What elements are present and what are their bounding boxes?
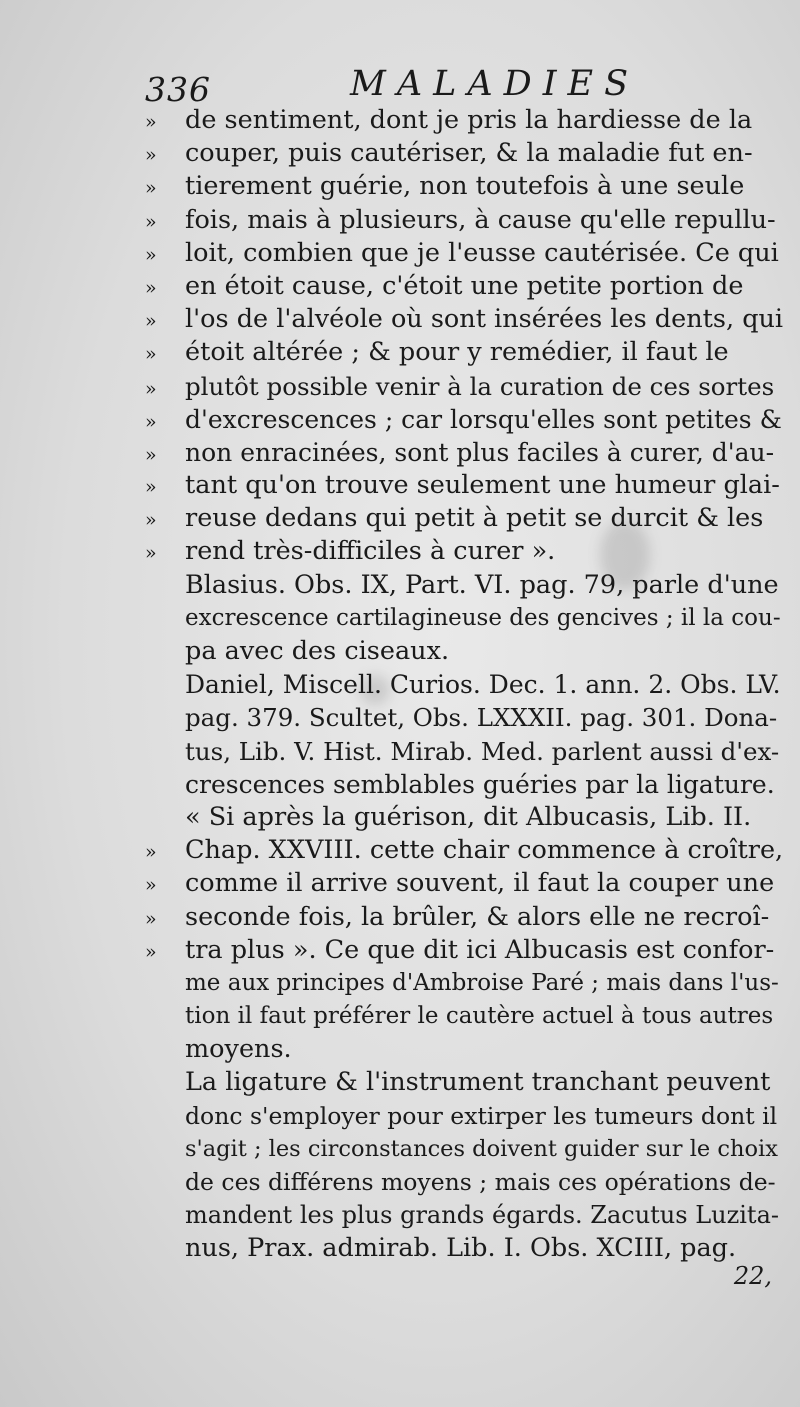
line-text: en étoit cause, c'étoit une petite portion de [185, 270, 744, 301]
line-text: « Si après la guérison, dit Albucasis, Lib. II. [185, 801, 752, 832]
text-line [145, 170, 785, 203]
line-text: nus, Prax. admirab. Lib. I. Obs. XCIII, pag. [185, 1233, 737, 1264]
line-text: rend très-difficiles à curer ». [185, 536, 556, 567]
quote-mark: » [145, 144, 157, 167]
line-text: non enracinées, sont plus faciles à curer, d'au- [185, 437, 775, 467]
line-text: de ces différens moyens ; mais ces opérations de- [185, 1168, 776, 1196]
line-text: tus, Lib. V. Hist. Mirab. Med. parlent aussi d'ex- [185, 736, 780, 766]
text-line [145, 635, 785, 668]
text-line [145, 1199, 785, 1232]
text-line [145, 303, 785, 336]
page-number: 336 [145, 70, 211, 109]
text-line [145, 1066, 785, 1099]
text-line [145, 403, 785, 436]
text-line [145, 602, 785, 635]
line-text: moyens. [185, 1034, 292, 1065]
running-head: MALADIES [350, 64, 640, 104]
text-line [145, 535, 785, 568]
quote-mark: » [145, 509, 157, 532]
line-text: pag. 379. Scultet, Obs. LXXXII. pag. 301. Dona- [185, 703, 778, 733]
text-line [145, 967, 785, 1000]
quote-mark: » [145, 874, 157, 897]
line-text: seconde fois, la brûler, & alors elle ne recroî- [185, 901, 770, 932]
text-line [145, 204, 785, 237]
line-text: me aux principes d'Ambroise Paré ; mais dans l'us- [185, 969, 779, 996]
text-line [145, 834, 785, 867]
line-text: tant qu'on trouve seulement une humeur glai- [185, 470, 780, 501]
text-line [145, 1033, 785, 1066]
line-text: tion il faut préférer le cautère actuel à tous autres [185, 1003, 774, 1030]
quote-mark: » [145, 940, 157, 963]
line-text: comme il arrive souvent, il faut la couper une [185, 868, 775, 899]
text-line [145, 436, 785, 469]
line-text: s'agit ; les circonstances doivent guider sur le choix [185, 1135, 778, 1162]
text-line [145, 801, 785, 834]
body-text [145, 104, 785, 1266]
text-line [145, 569, 785, 602]
text-line [145, 901, 785, 934]
quote-mark: » [145, 476, 157, 499]
text-line [145, 336, 785, 369]
line-text: mandent les plus grands égards. Zacutus Luzita- [185, 1201, 779, 1230]
quote-mark: » [145, 177, 157, 200]
text-line [145, 502, 785, 535]
quote-mark: » [145, 443, 157, 466]
text-line [145, 701, 785, 734]
line-text: crescences semblables guéries par la ligature. [185, 769, 775, 799]
text-line [145, 370, 785, 403]
text-line [145, 469, 785, 502]
quote-mark: » [145, 276, 157, 299]
line-text: La ligature & l'instrument tranchant peuvent [185, 1067, 771, 1098]
line-text: excrescence cartilagineuse des gencives ; il la cou- [185, 604, 781, 631]
text-line [145, 735, 785, 768]
line-text: plutôt possible venir à la curation de ces sortes [185, 371, 775, 401]
text-line [145, 1000, 785, 1033]
line-text: de sentiment, dont je pris la hardiesse de la [185, 105, 753, 135]
text-line [145, 237, 785, 270]
line-text: étoit altérée ; & pour y remédier, il faut le [185, 337, 729, 368]
text-line [145, 137, 785, 170]
page-header [145, 62, 765, 110]
line-text: Chap. XXVIII. cette chair commence à croître, [185, 835, 784, 866]
line-text: Daniel, Miscell. Curios. Dec. 1. ann. 2. Obs. LV. [185, 670, 781, 700]
catchword: 22, [733, 1262, 772, 1290]
quote-mark: » [145, 111, 157, 133]
line-text: loit, combien que je l'eusse cautérisée. Ce qui [185, 237, 779, 268]
text-line [145, 1166, 785, 1199]
line-text: couper, puis cautériser, & la maladie fut en- [185, 138, 753, 169]
quote-mark: » [145, 907, 157, 930]
text-line [145, 104, 785, 137]
line-text: reuse dedans qui petit à petit se durcit & les [185, 503, 764, 534]
text-line [145, 270, 785, 303]
text-line [145, 934, 785, 967]
line-text: Blasius. Obs. IX, Part. VI. pag. 79, parle d'une [185, 569, 779, 600]
line-text: tra plus ». Ce que dit ici Albucasis est confor- [185, 934, 775, 965]
quote-mark: » [145, 377, 157, 400]
quote-mark: » [145, 841, 157, 864]
line-text: l'os de l'alvéole où sont insérées les dents, qui [185, 304, 784, 335]
line-text: tierement guérie, non toutefois à une seule [185, 171, 745, 202]
text-line [145, 1133, 785, 1166]
text-line [145, 768, 785, 801]
quote-mark: » [145, 243, 157, 266]
text-line [145, 867, 785, 900]
line-text: d'excrescences ; car lorsqu'elles sont petites & [185, 404, 782, 434]
quote-mark: » [145, 310, 157, 333]
quote-mark: » [145, 210, 157, 233]
text-line [145, 668, 785, 701]
text-line [145, 1232, 785, 1265]
quote-mark: » [145, 343, 157, 366]
text-line [145, 1100, 785, 1133]
line-text: donc s'employer pour extirper les tumeurs dont il [185, 1101, 778, 1130]
quote-mark: » [145, 410, 157, 433]
line-text: fois, mais à plusieurs, à cause qu'elle repullu- [185, 204, 776, 235]
line-text: pa avec des ciseaux. [185, 636, 450, 666]
quote-mark: » [145, 542, 157, 565]
